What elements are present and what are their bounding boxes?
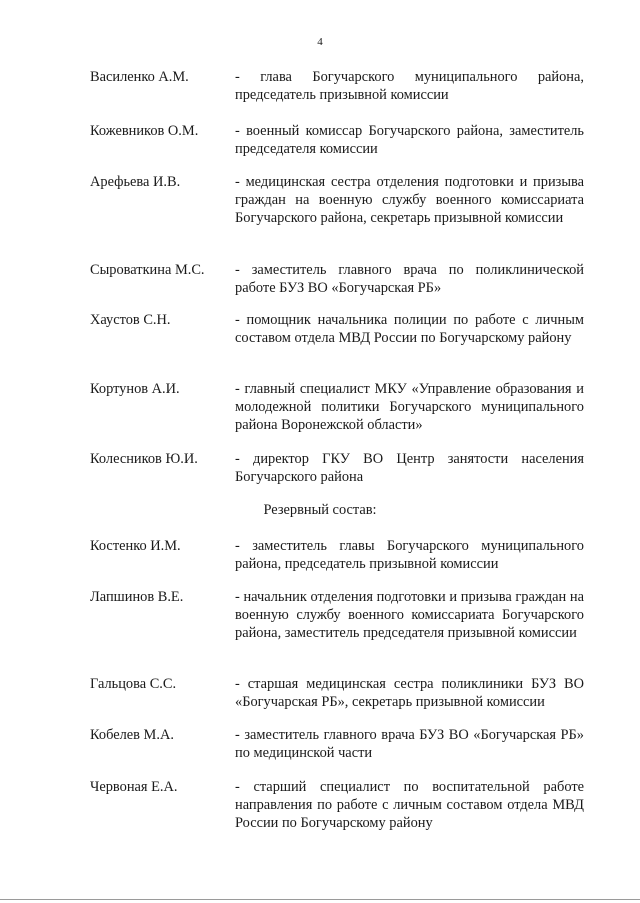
member-role: - военный комиссар Богучарского района, заместитель председателя комиссии	[235, 123, 584, 157]
member-row	[90, 726, 584, 762]
member-row	[90, 675, 584, 711]
member-name: Кобелев М.А.	[90, 727, 174, 743]
member-role: - старший специалист по воспитательной работе направления по работе с личным составом отдела МВД России по Богучарскому району	[235, 779, 584, 831]
member-name: Сыроваткина М.С.	[90, 262, 205, 278]
member-role: - медицинская сестра отделения подготовки и призыва граждан на военную службу военного комиссариата Богучарского района, секретарь призывной комиссии	[235, 174, 584, 226]
member-row	[90, 68, 584, 104]
member-row	[90, 450, 584, 486]
member-role: - глава Богучарского муниципального района, председатель призывной комиссии	[235, 69, 584, 103]
member-role: - помощник начальника полиции по работе с личным составом отдела МВД России по Богучарскому району	[235, 312, 584, 346]
member-row	[90, 122, 584, 158]
member-name: Колесников Ю.И.	[90, 451, 198, 467]
page-number: 4	[317, 36, 323, 48]
member-name: Лапшинов В.Е.	[90, 589, 184, 605]
member-row	[90, 173, 584, 227]
member-role: - главный специалист МКУ «Управление образования и молодежной политики Богучарского муниципального района Воронежской области»	[235, 381, 584, 433]
member-name: Арефьева И.В.	[90, 174, 181, 190]
member-role: - начальник отделения подготовки и призыва граждан на военную службу военного комиссариата Богучарского района, заместитель председателя призывной комиссии	[235, 589, 584, 641]
member-row	[90, 311, 584, 347]
member-name: Костенко И.М.	[90, 538, 181, 554]
member-row	[90, 380, 584, 434]
page-bottom-rule	[0, 899, 640, 900]
member-name: Василенко А.М.	[90, 69, 189, 85]
member-role: - заместитель главы Богучарского муниципального района, председатель призывной комиссии	[235, 538, 584, 572]
member-row	[90, 778, 584, 832]
member-row	[90, 537, 584, 573]
member-row	[90, 261, 584, 297]
member-role: - директор ГКУ ВО Центр занятости населения Богучарского района	[235, 451, 584, 485]
member-name: Кортунов А.И.	[90, 381, 180, 397]
member-role: - заместитель главного врача по поликлинической работе БУЗ ВО «Богучарская РБ»	[235, 262, 584, 296]
member-role: - заместитель главного врача БУЗ ВО «Богучарская РБ» по медицинской части	[235, 727, 584, 761]
member-name: Гальцова С.С.	[90, 676, 177, 692]
member-name: Червоная Е.А.	[90, 779, 178, 795]
member-name: Кожевников О.М.	[90, 123, 199, 139]
member-role: - старшая медицинская сестра поликлиники БУЗ ВО «Богучарская РБ», секретарь призывной комиссии	[235, 676, 584, 710]
member-name: Хаустов С.Н.	[90, 312, 171, 328]
member-row	[90, 588, 584, 642]
reserve-section-title: Резервный состав:	[263, 502, 377, 518]
